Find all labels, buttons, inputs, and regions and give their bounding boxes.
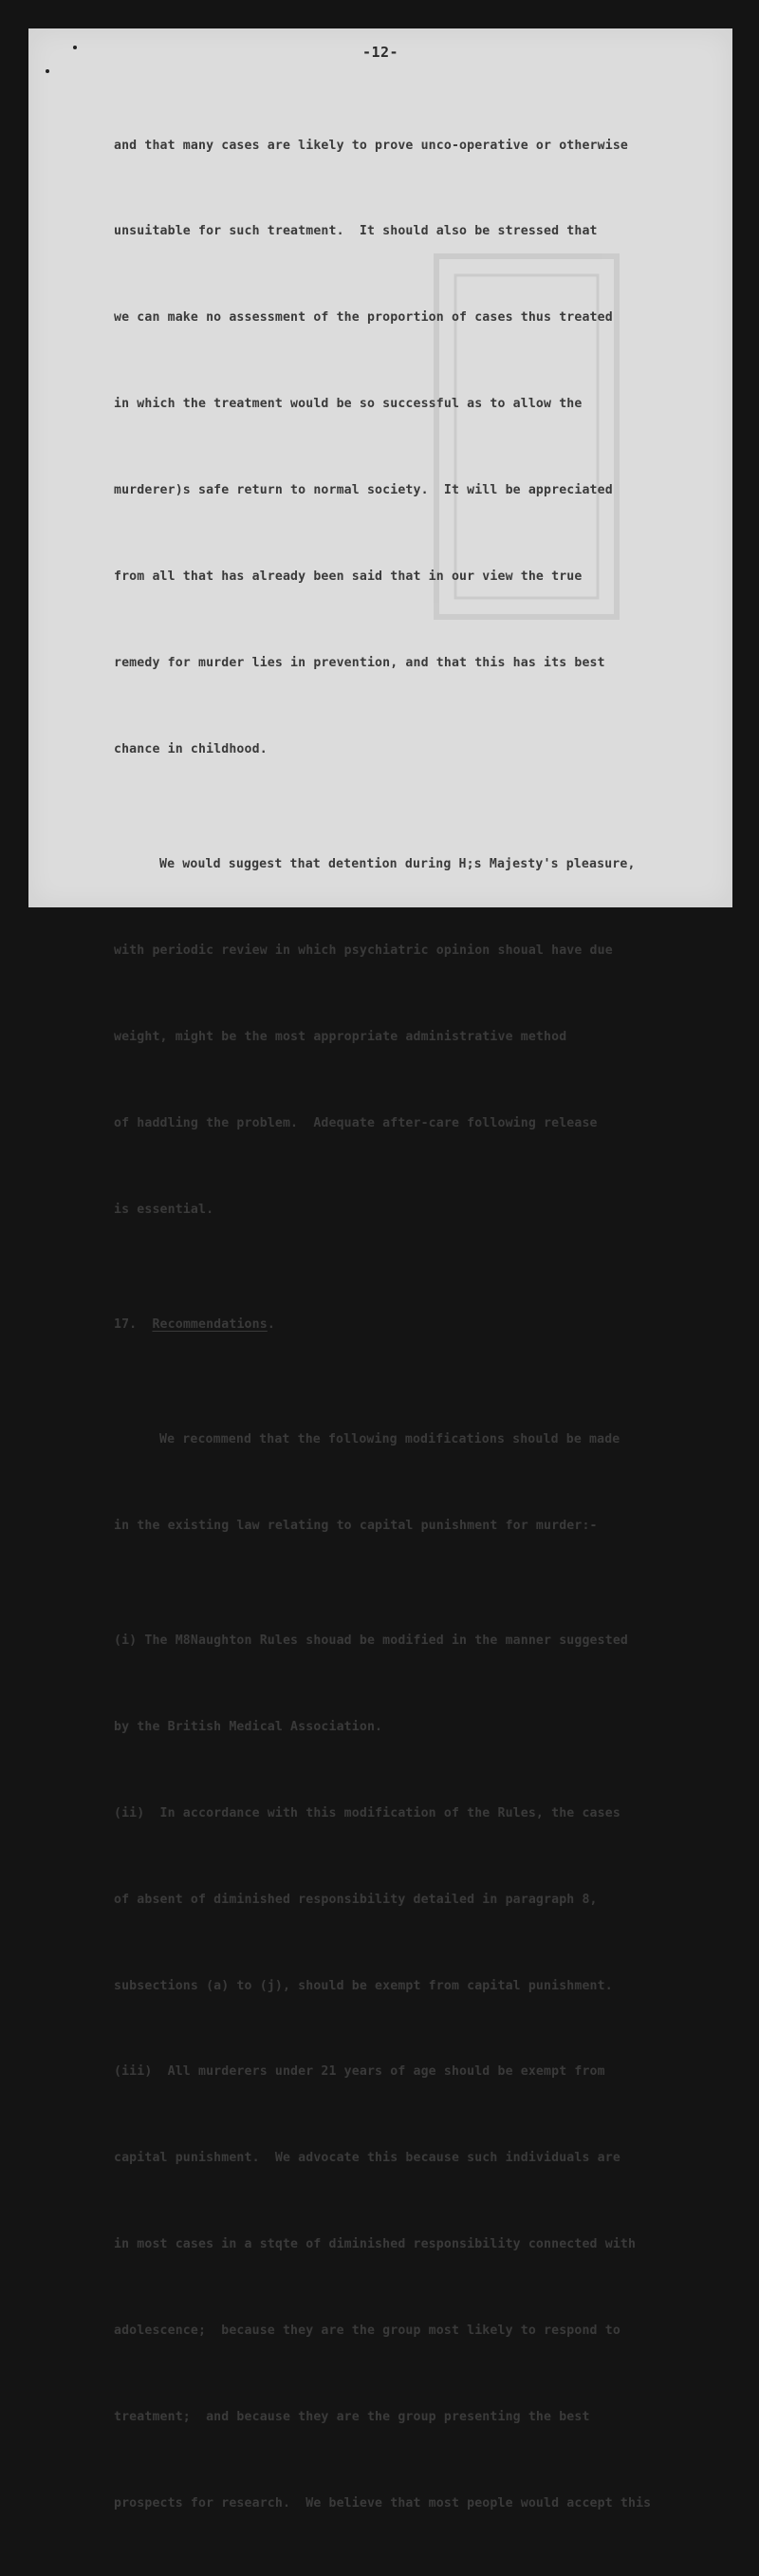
text-line: (ii) In accordance with this modification of the Rules, the cases [114, 1805, 620, 1820]
text-line: unsuitable for such treatment. It should also be stressed that [114, 224, 598, 239]
text-line: weight, might be the most appropriate administrative method [114, 1029, 567, 1044]
text-line: from all that has already been said that in our view the true [114, 569, 583, 585]
text-line: chance in childhood. [114, 741, 268, 756]
text-line: in the existing law relating to capital punishment for murder:- [114, 1518, 598, 1533]
text-line: of absent of diminished responsibility detailed in paragraph 8, [114, 1892, 598, 1907]
text-line: we can make no assessment of the proportion of cases thus treated [114, 310, 613, 326]
section-heading-line [114, 1311, 731, 1339]
text-line: murderer)s safe return to normal society. It will be appreciated [114, 483, 613, 498]
page-number: -12- [361, 44, 399, 61]
text-line: prospects for research. We believe that most people would accept this [114, 2495, 652, 2511]
text-line: We recommend that the following modifications should be made [159, 1431, 620, 1447]
text-line: (iii) All murderers under 21 years of age should be exempt from [114, 2064, 605, 2080]
section-heading-suffix: . [267, 1316, 275, 1332]
document-page [28, 28, 732, 2511]
text-line: in most cases in a stqte of diminished responsibility connected with [114, 2237, 637, 2252]
text-line: We would suggest that detention during H;s Majesty's pleasure, [159, 857, 636, 872]
text-line: in which the treatment would be so successful as to allow the [114, 397, 583, 412]
section-number: 17. [114, 1316, 138, 1332]
text-line: capital punishment. We advocate this because such individuals are [114, 2151, 620, 2166]
text-line: of haddling the problem. Adequate after-care following release [114, 1115, 598, 1130]
text-line: with periodic review in which psychiatric opinion shoual have due [114, 943, 613, 958]
text-line: adolescence; because they are the group most likely to respond to [114, 2324, 620, 2339]
body-text [114, 74, 731, 2576]
punch-mark [46, 69, 49, 73]
text-line: subsections (a) to (j), should be exempt from capital punishment. [114, 1978, 613, 1993]
text-line: by the British Medical Association. [114, 1719, 383, 1734]
text-line: remedy for murder lies in prevention, and that this has its best [114, 655, 605, 670]
section-heading: Recommendations [152, 1316, 268, 1332]
text-line: is essential. [114, 1202, 214, 1217]
text-line: treatment; and because they are the group presenting the best [114, 2410, 590, 2425]
text-line: and that many cases are likely to prove unco-operative or otherwise [114, 138, 628, 153]
text-line: (i) The M8Naughton Rules shouad be modified in the manner suggested [114, 1633, 628, 1649]
